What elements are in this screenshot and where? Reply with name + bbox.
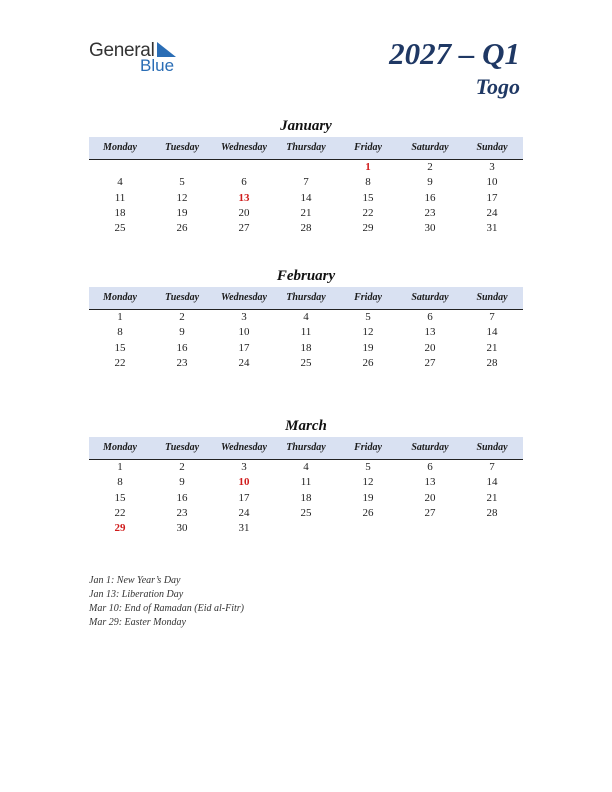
day-cell: 21 bbox=[486, 341, 498, 354]
day-cell: 19 bbox=[362, 491, 374, 504]
weekday-header-row bbox=[89, 137, 523, 160]
days-grid bbox=[89, 460, 523, 536]
weekday-label: Sunday bbox=[476, 142, 508, 153]
weekday-label: Friday bbox=[354, 142, 382, 153]
month-march bbox=[89, 415, 523, 536]
day-cell: 18 bbox=[300, 491, 312, 504]
day-cell: 29 bbox=[362, 222, 374, 235]
day-cell: 22 bbox=[362, 206, 374, 219]
holiday-notes bbox=[89, 574, 244, 630]
day-cell: 15 bbox=[114, 491, 126, 504]
weekday-label: Thursday bbox=[286, 292, 326, 303]
day-cell: 22 bbox=[114, 356, 126, 369]
day-cell: 25 bbox=[300, 506, 312, 519]
day-cell: 24 bbox=[238, 506, 250, 519]
day-cell: 6 bbox=[427, 311, 433, 323]
day-cell: 27 bbox=[238, 222, 250, 235]
day-cell: 24 bbox=[238, 356, 250, 369]
day-cell: 7 bbox=[303, 176, 309, 189]
day-cell: 12 bbox=[362, 326, 374, 339]
day-cell: 26 bbox=[176, 222, 188, 235]
holiday-day-cell: 13 bbox=[238, 191, 250, 204]
weekday-label: Saturday bbox=[411, 442, 449, 453]
day-cell: 28 bbox=[486, 356, 498, 369]
day-cell: 16 bbox=[176, 491, 188, 504]
day-cell: 17 bbox=[238, 341, 250, 354]
month-title: March bbox=[285, 418, 327, 434]
weekday-header-row bbox=[89, 287, 523, 310]
country-name: Togo bbox=[475, 74, 520, 99]
day-cell: 30 bbox=[176, 522, 188, 535]
weekday-header-row bbox=[89, 437, 523, 460]
day-cell: 3 bbox=[241, 311, 247, 323]
empty-day-cell bbox=[151, 160, 213, 175]
page-title: 2027 – Q1 bbox=[389, 36, 520, 71]
day-cell: 1 bbox=[117, 311, 123, 323]
weekday-label: Wednesday bbox=[221, 442, 267, 453]
day-cell: 20 bbox=[238, 206, 250, 219]
month-february bbox=[89, 265, 523, 371]
day-cell: 8 bbox=[117, 476, 123, 489]
weekday-label: Thursday bbox=[286, 142, 326, 153]
day-cell: 13 bbox=[424, 476, 436, 489]
day-cell: 27 bbox=[424, 506, 436, 519]
weekday-label: Sunday bbox=[476, 292, 508, 303]
day-cell: 23 bbox=[176, 506, 188, 519]
day-cell: 20 bbox=[424, 341, 436, 354]
weekday-label: Saturday bbox=[411, 142, 449, 153]
day-cell: 21 bbox=[486, 491, 498, 504]
day-cell: 17 bbox=[238, 491, 250, 504]
day-cell: 28 bbox=[486, 506, 498, 519]
month-title: January bbox=[280, 118, 332, 134]
day-cell: 5 bbox=[179, 176, 185, 189]
holiday-day-cell: 1 bbox=[365, 161, 371, 173]
empty-day-cell bbox=[275, 160, 337, 175]
day-cell: 2 bbox=[179, 461, 185, 473]
day-cell: 6 bbox=[241, 176, 247, 189]
day-cell: 1 bbox=[117, 461, 123, 473]
day-cell: 11 bbox=[300, 326, 312, 339]
day-cell: 12 bbox=[176, 191, 188, 204]
day-cell: 21 bbox=[300, 206, 312, 219]
weekday-label: Thursday bbox=[286, 442, 326, 453]
weekday-label: Monday bbox=[103, 142, 137, 153]
day-cell: 15 bbox=[114, 341, 126, 354]
day-cell: 2 bbox=[179, 311, 185, 323]
weekday-label: Saturday bbox=[411, 292, 449, 303]
day-cell: 14 bbox=[486, 476, 498, 489]
day-cell: 19 bbox=[362, 341, 374, 354]
day-cell: 3 bbox=[489, 161, 495, 173]
weekday-label: Tuesday bbox=[164, 442, 200, 453]
day-cell: 26 bbox=[362, 506, 374, 519]
day-cell: 10 bbox=[486, 176, 498, 189]
holiday-note: Mar 10: End of Ramadan (Eid al-Fitr) bbox=[89, 603, 244, 614]
day-cell: 25 bbox=[300, 356, 312, 369]
day-cell: 23 bbox=[176, 356, 188, 369]
holiday-day-cell: 29 bbox=[114, 522, 126, 535]
day-cell: 6 bbox=[427, 461, 433, 473]
weekday-label: Tuesday bbox=[164, 292, 200, 303]
day-cell: 16 bbox=[424, 191, 436, 204]
weekday-label: Tuesday bbox=[164, 142, 200, 153]
days-grid bbox=[89, 310, 523, 371]
day-cell: 18 bbox=[300, 341, 312, 354]
day-cell: 16 bbox=[176, 341, 188, 354]
logo bbox=[89, 40, 189, 76]
day-cell: 14 bbox=[300, 191, 312, 204]
day-cell: 8 bbox=[117, 326, 123, 339]
logo-blue-text: Blue bbox=[140, 56, 175, 75]
day-cell: 22 bbox=[114, 506, 126, 519]
day-cell: 13 bbox=[424, 326, 436, 339]
day-cell: 9 bbox=[179, 326, 185, 339]
day-cell: 8 bbox=[365, 176, 371, 189]
weekday-label: Wednesday bbox=[221, 292, 267, 303]
days-grid bbox=[89, 160, 523, 236]
day-cell: 4 bbox=[303, 461, 309, 473]
weekday-label: Wednesday bbox=[221, 142, 267, 153]
day-cell: 10 bbox=[238, 326, 250, 339]
holiday-note: Mar 29: Easter Monday bbox=[89, 617, 186, 628]
day-cell: 15 bbox=[362, 191, 374, 204]
day-cell: 5 bbox=[365, 311, 371, 323]
day-cell: 20 bbox=[424, 491, 436, 504]
day-cell: 30 bbox=[424, 222, 436, 235]
weekday-label: Monday bbox=[103, 292, 137, 303]
day-cell: 12 bbox=[362, 476, 374, 489]
day-cell: 25 bbox=[114, 222, 126, 235]
holiday-note: Jan 1: New Year’s Day bbox=[89, 575, 181, 586]
holiday-day-cell: 10 bbox=[238, 476, 250, 489]
day-cell: 9 bbox=[427, 176, 433, 189]
weekday-label: Sunday bbox=[476, 442, 508, 453]
day-cell: 3 bbox=[241, 461, 247, 473]
day-cell: 27 bbox=[424, 356, 436, 369]
day-cell: 5 bbox=[365, 461, 371, 473]
day-cell: 19 bbox=[176, 206, 188, 219]
empty-day-cell bbox=[89, 160, 151, 175]
day-cell: 9 bbox=[179, 476, 185, 489]
month-january bbox=[89, 115, 523, 236]
day-cell: 26 bbox=[362, 356, 374, 369]
day-cell: 4 bbox=[303, 311, 309, 323]
day-cell: 23 bbox=[424, 206, 436, 219]
day-cell: 31 bbox=[486, 222, 498, 235]
weekday-label: Monday bbox=[103, 442, 137, 453]
day-cell: 14 bbox=[486, 326, 498, 339]
day-cell: 4 bbox=[117, 176, 123, 189]
day-cell: 28 bbox=[300, 222, 312, 235]
day-cell: 7 bbox=[489, 311, 495, 323]
logo-general-text: General bbox=[89, 40, 155, 61]
day-cell: 17 bbox=[486, 191, 498, 204]
day-cell: 11 bbox=[114, 191, 126, 204]
day-cell: 24 bbox=[486, 206, 498, 219]
weekday-label: Friday bbox=[354, 442, 382, 453]
month-title: February bbox=[276, 268, 336, 284]
weekday-label: Friday bbox=[354, 292, 382, 303]
day-cell: 18 bbox=[114, 206, 126, 219]
day-cell: 11 bbox=[300, 476, 312, 489]
day-cell: 2 bbox=[427, 161, 433, 173]
holiday-note: Jan 13: Liberation Day bbox=[89, 589, 184, 600]
day-cell: 7 bbox=[489, 461, 495, 473]
empty-day-cell bbox=[213, 160, 275, 175]
day-cell: 31 bbox=[238, 522, 250, 535]
